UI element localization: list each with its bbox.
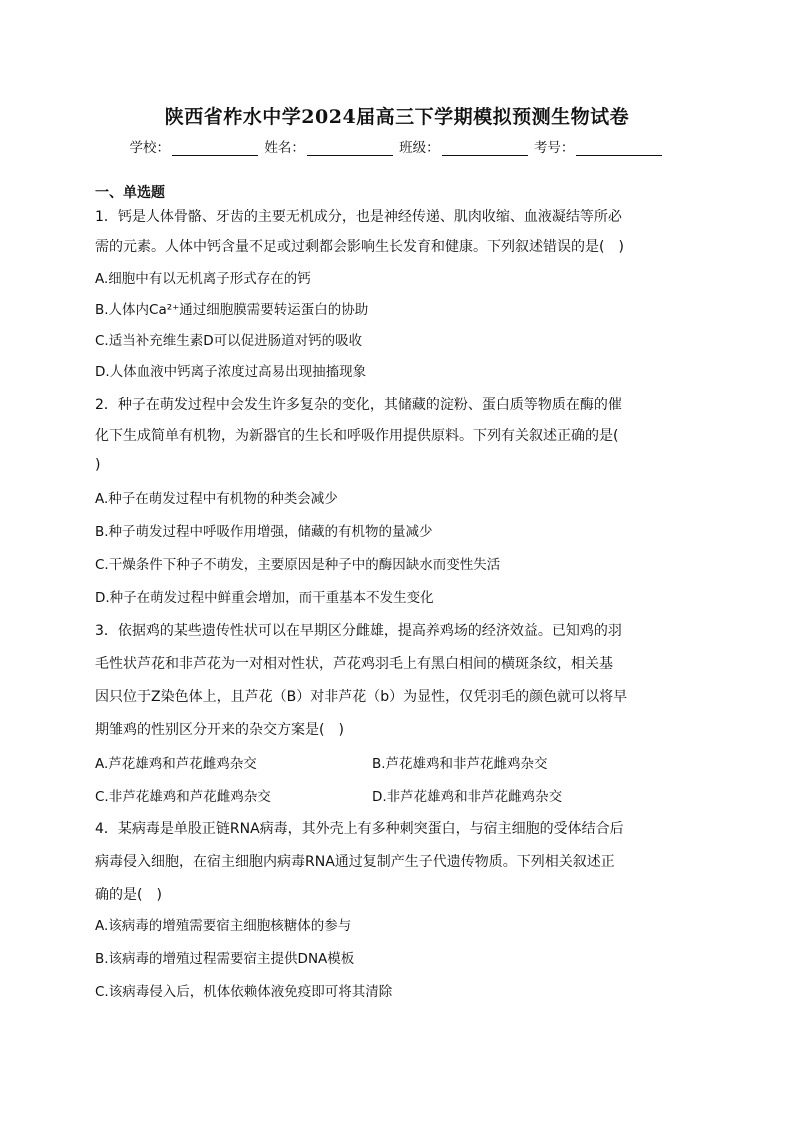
- q1-option-a: A.细胞中有以无机离子形式存在的钙: [95, 271, 311, 287]
- q2-option-c: C.干燥条件下种子不萌发，主要原因是种子中的酶因缺水而变性失活: [95, 557, 501, 573]
- q3-stem-line: 毛性状芦花和非芦花为一对相对性状，芦花鸡羽毛上有黑白相间的横斑条纹，相关基: [95, 656, 613, 672]
- q1-option-c: C.适当补充维生素D可以促进肠道对钙的吸收: [95, 333, 363, 349]
- q2-stem-line: ): [95, 457, 101, 473]
- name-blank: [307, 141, 393, 156]
- q1-stem-line: 1．钙是人体骨骼、牙齿的主要无机成分，也是神经传递、肌肉收缩、血液凝结等所必: [95, 209, 622, 225]
- q3-stem-line: 期雏鸡的性别区分开来的杂交方案是( ): [95, 722, 344, 738]
- q2-stem-line: 2．种子在萌发过程中会发生许多复杂的变化，其储藏的淀粉、蛋白质等物质在酶的催: [95, 397, 622, 413]
- q1-option-b: B.人体内Ca²⁺通过细胞膜需要转运蛋白的协助: [95, 302, 369, 318]
- q2-option-b: B.种子萌发过程中呼吸作用增强，储藏的有机物的量减少: [95, 524, 433, 540]
- q4-stem-line: 病毒侵入细胞，在宿主细胞内病毒RNA通过复制产生子代遗传物质。下列相关叙述正: [95, 854, 615, 870]
- q3-stem-line: 因只位于Z染色体上，且芦花（B）对非芦花（b）为显性，仅凭羽毛的颜色就可以将早: [95, 689, 628, 705]
- q3-option-c: C.非芦花雄鸡和芦花雌鸡杂交: [95, 789, 271, 805]
- q3-option-a: A.芦花雄鸡和芦花雌鸡杂交: [95, 756, 257, 772]
- q3-option-d: D.非芦花雄鸡和非芦花雌鸡杂交: [372, 789, 563, 805]
- exam-number-blank: [576, 141, 662, 156]
- q1-option-d: D.人体血液中钙离子浓度过高易出现抽搐现象: [95, 364, 367, 380]
- class-blank: [442, 141, 528, 156]
- q4-option-c: C.该病毒侵入后，机体依赖体液免疫即可将其清除: [95, 984, 393, 1000]
- q3-option-b: B.芦花雄鸡和非芦花雌鸡杂交: [372, 756, 548, 772]
- section-heading: 一、单选题: [95, 185, 165, 201]
- name-label: 姓名：: [264, 140, 305, 156]
- q1-stem-line: 需的元素。人体中钙含量不足或过剩都会影响生长发育和健康。下列叙述错误的是( ): [95, 239, 624, 255]
- q4-option-b: B.该病毒的增殖过程需要宿主提供DNA模板: [95, 951, 355, 967]
- q2-stem-line: 化下生成简单有机物，为新器官的生长和呼吸作用提供原料。下列有关叙述正确的是(: [95, 428, 619, 444]
- exam-title: 陕西省柞水中学2024届高三下学期模拟预测生物试卷: [164, 106, 630, 128]
- q4-stem-line: 确的是( ): [95, 887, 162, 903]
- q3-stem-line: 3．依据鸡的某些遗传性状可以在早期区分雌雄，提高养鸡场的经济效益。已知鸡的羽: [95, 623, 622, 639]
- school-blank: [172, 141, 258, 156]
- q4-stem-line: 4．某病毒是单股正链RNA病毒，其外壳上有多种刺突蛋白，与宿主细胞的受体结合后: [95, 821, 624, 837]
- school-label: 学校：: [129, 140, 171, 156]
- q4-option-a: A.该病毒的增殖需要宿主细胞核糖体的参与: [95, 918, 352, 934]
- class-label: 班级：: [399, 140, 440, 156]
- student-info-row: [0, 136, 794, 156]
- exam-number-label: 考号：: [533, 140, 575, 156]
- q2-option-a: A.种子在萌发过程中有机物的种类会减少: [95, 491, 338, 507]
- q2-option-d: D.种子在萌发过程中鲜重会增加，而干重基本不发生变化: [95, 590, 434, 606]
